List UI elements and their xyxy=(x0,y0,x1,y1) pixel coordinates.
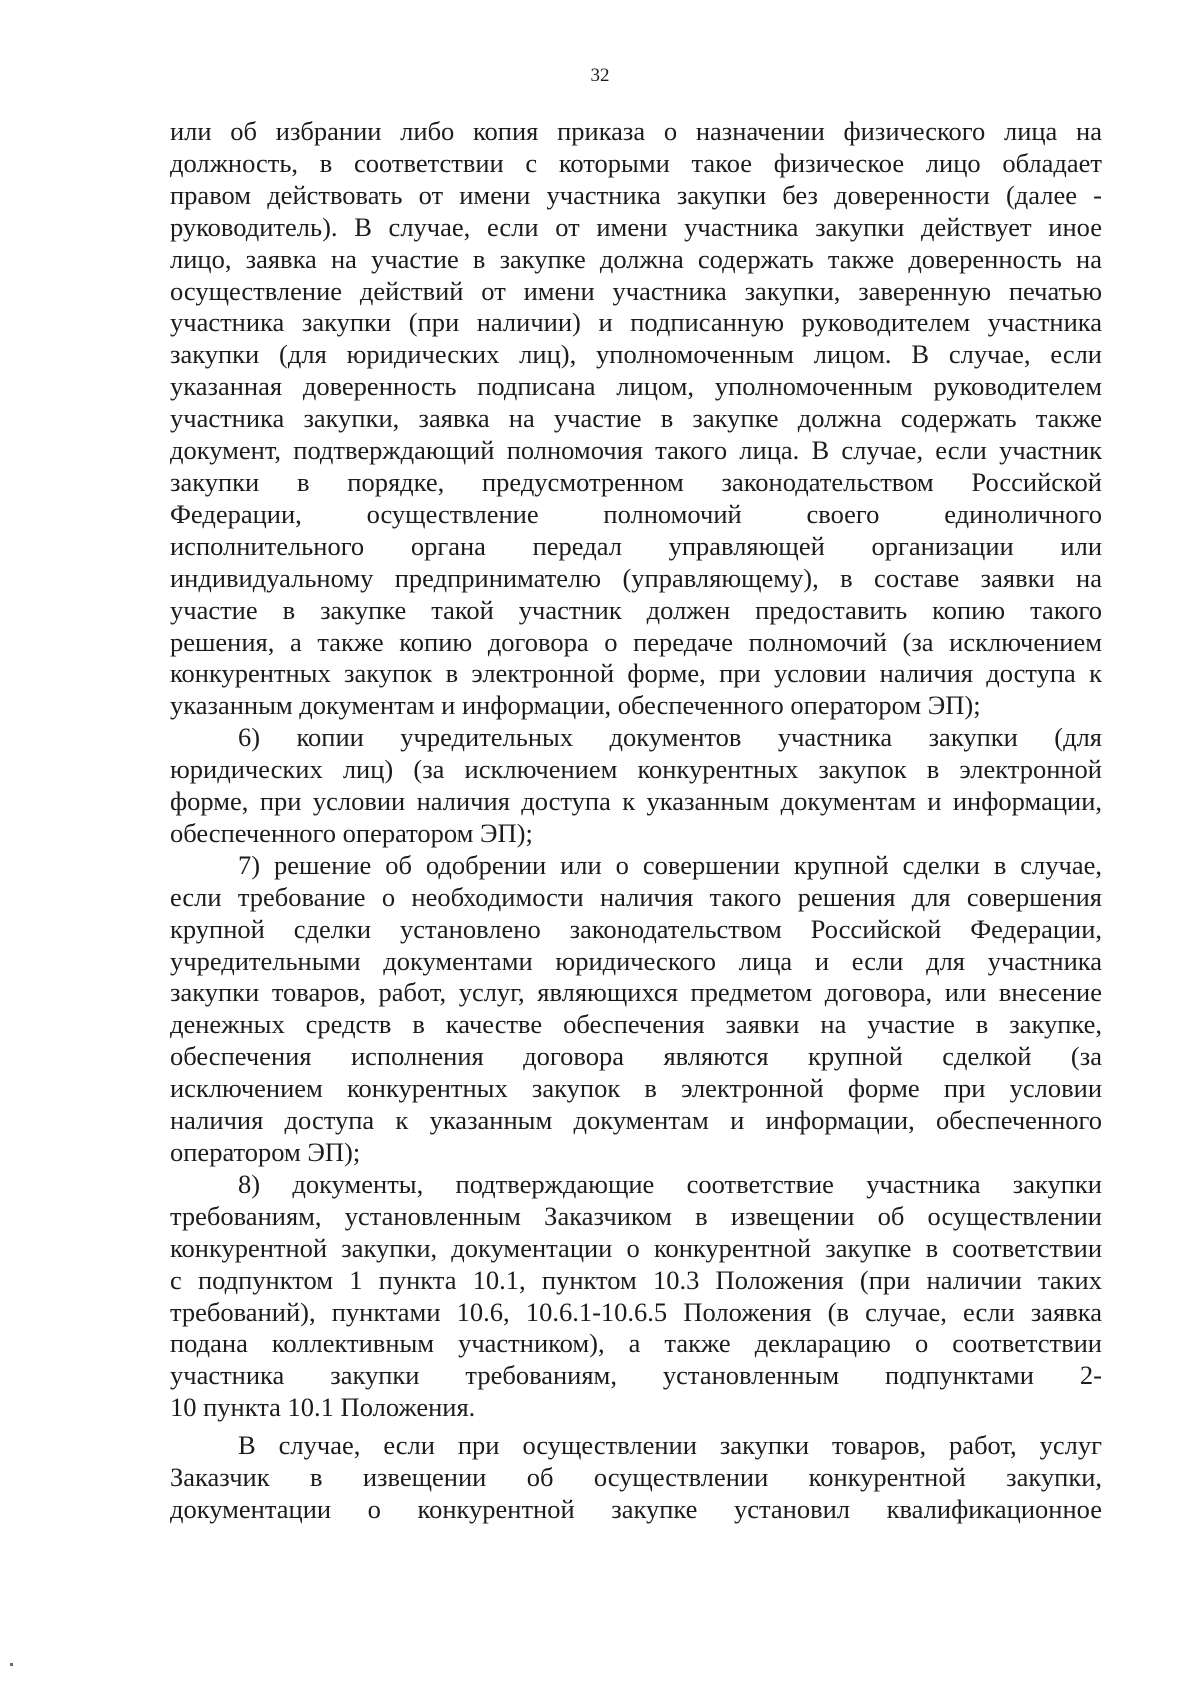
scan-dot-mark xyxy=(10,1663,13,1666)
text-line: исполнительного органа передал управляющей организации или xyxy=(170,530,1102,561)
text-line: с подпунктом 1 пункта 10.1, пунктом 10.3 Положения (при наличии таких xyxy=(170,1264,1102,1295)
text-line: В случае, если при осуществлении закупки товаров, работ, услуг xyxy=(238,1430,1102,1461)
document-body xyxy=(170,116,1102,1526)
text-line: 10 пункта 10.1 Положения. xyxy=(170,1392,476,1423)
text-line: конкурентной закупки, документации о конкурентной закупке в соответствии xyxy=(170,1232,1102,1263)
text-line: если требование о необходимости наличия такого решения для совершения xyxy=(170,881,1102,912)
text-line: исключением конкурентных закупок в электронной форме при условии xyxy=(170,1073,1102,1104)
paragraph-item-8 xyxy=(170,1169,1102,1424)
text-line: требований), пунктами 10.6, 10.6.1-10.6.5 Положения (в случае, если заявка xyxy=(170,1296,1102,1327)
text-line: руководитель). В случае, если от имени участника закупки действует иное xyxy=(170,211,1102,242)
text-line: оператором ЭП); xyxy=(170,1137,361,1167)
text-line: должность, в соответствии с которыми такое физическое лицо обладает xyxy=(170,147,1102,178)
text-line: участника закупки, заявка на участие в закупке должна содержать также xyxy=(170,403,1102,434)
text-line: или об избрании либо копия приказа о назначении физического лица на xyxy=(170,116,1102,146)
text-line: форме, при условии наличия доступа к указанным документам и информации, xyxy=(170,786,1102,817)
text-line: участника закупки требованиям, установленным подпунктами 2- xyxy=(170,1360,1102,1391)
text-line: денежных средств в качестве обеспечения заявки на участие в закупке, xyxy=(170,1009,1102,1040)
paragraph-item-6 xyxy=(170,722,1102,850)
text-line: 7) решение об одобрении или о совершении крупной сделки в случае, xyxy=(238,849,1102,880)
text-line: документ, подтверждающий полномочия такого лица. В случае, если участник xyxy=(170,435,1102,466)
text-line: наличия доступа к указанным документам и информации, обеспеченного xyxy=(170,1105,1102,1136)
text-line: участника закупки (при наличии) и подписанную руководителем участника xyxy=(170,307,1102,338)
text-line: закупки товаров, работ, услуг, являющихся предметом договора, или внесение xyxy=(170,977,1102,1008)
text-line: подана коллективным участником), а также декларацию о соответствии xyxy=(170,1328,1102,1359)
paragraph-item-7 xyxy=(170,850,1102,1169)
text-line: участие в закупке такой участник должен предоставить копию такого xyxy=(170,594,1102,625)
text-line: юридических лиц) (за исключением конкурентных закупок в электронной xyxy=(170,754,1102,785)
text-line: правом действовать от имени участника закупки без доверенности (далее - xyxy=(170,179,1102,210)
text-line: крупной сделки установлено законодательством Российской Федерации, xyxy=(170,913,1102,944)
text-line: решения, а также копию договора о передаче полномочий (за исключением xyxy=(170,626,1102,657)
page-number: 32 xyxy=(590,65,610,86)
text-line: учредительными документами юридического лица и если для участника xyxy=(170,945,1102,976)
text-line: указанная доверенность подписана лицом, уполномоченным руководителем xyxy=(170,371,1102,402)
text-line: конкурентных закупок в электронной форме, при условии наличия доступа к xyxy=(170,658,1102,689)
text-line: закупки (для юридических лиц), уполномоченным лицом. В случае, если xyxy=(170,339,1102,370)
text-line: Заказчик в извещении об осуществлении конкурентной закупки, xyxy=(170,1462,1102,1493)
text-line: лицо, заявка на участие в закупке должна содержать также доверенность на xyxy=(170,243,1102,274)
text-line: обеспеченного оператором ЭП); xyxy=(170,817,533,848)
paragraph-continuation xyxy=(170,116,1102,722)
text-line: указанным документам и информации, обеспеченного оператором ЭП); xyxy=(170,690,981,721)
text-line: осуществление действий от имени участника закупки, заверенную печатью xyxy=(170,275,1102,306)
text-line: индивидуальному предпринимателю (управляющему), в составе заявки на xyxy=(170,562,1102,593)
paragraph-qualification xyxy=(170,1430,1102,1526)
text-line: документации о конкурентной закупке установил квалификационное xyxy=(170,1493,1102,1524)
text-line: обеспечения исполнения договора являются крупной сделкой (за xyxy=(170,1041,1102,1072)
text-line: 6) копии учредительных документов участника закупки (для xyxy=(238,722,1102,753)
text-line: требованиям, установленным Заказчиком в извещении об осуществлении xyxy=(170,1200,1102,1231)
text-line: закупки в порядке, предусмотренном законодательством Российской xyxy=(170,466,1102,497)
text-line: Федерации, осуществление полномочий своего единоличного xyxy=(170,498,1102,529)
text-line: 8) документы, подтверждающие соответствие участника закупки xyxy=(238,1168,1102,1199)
